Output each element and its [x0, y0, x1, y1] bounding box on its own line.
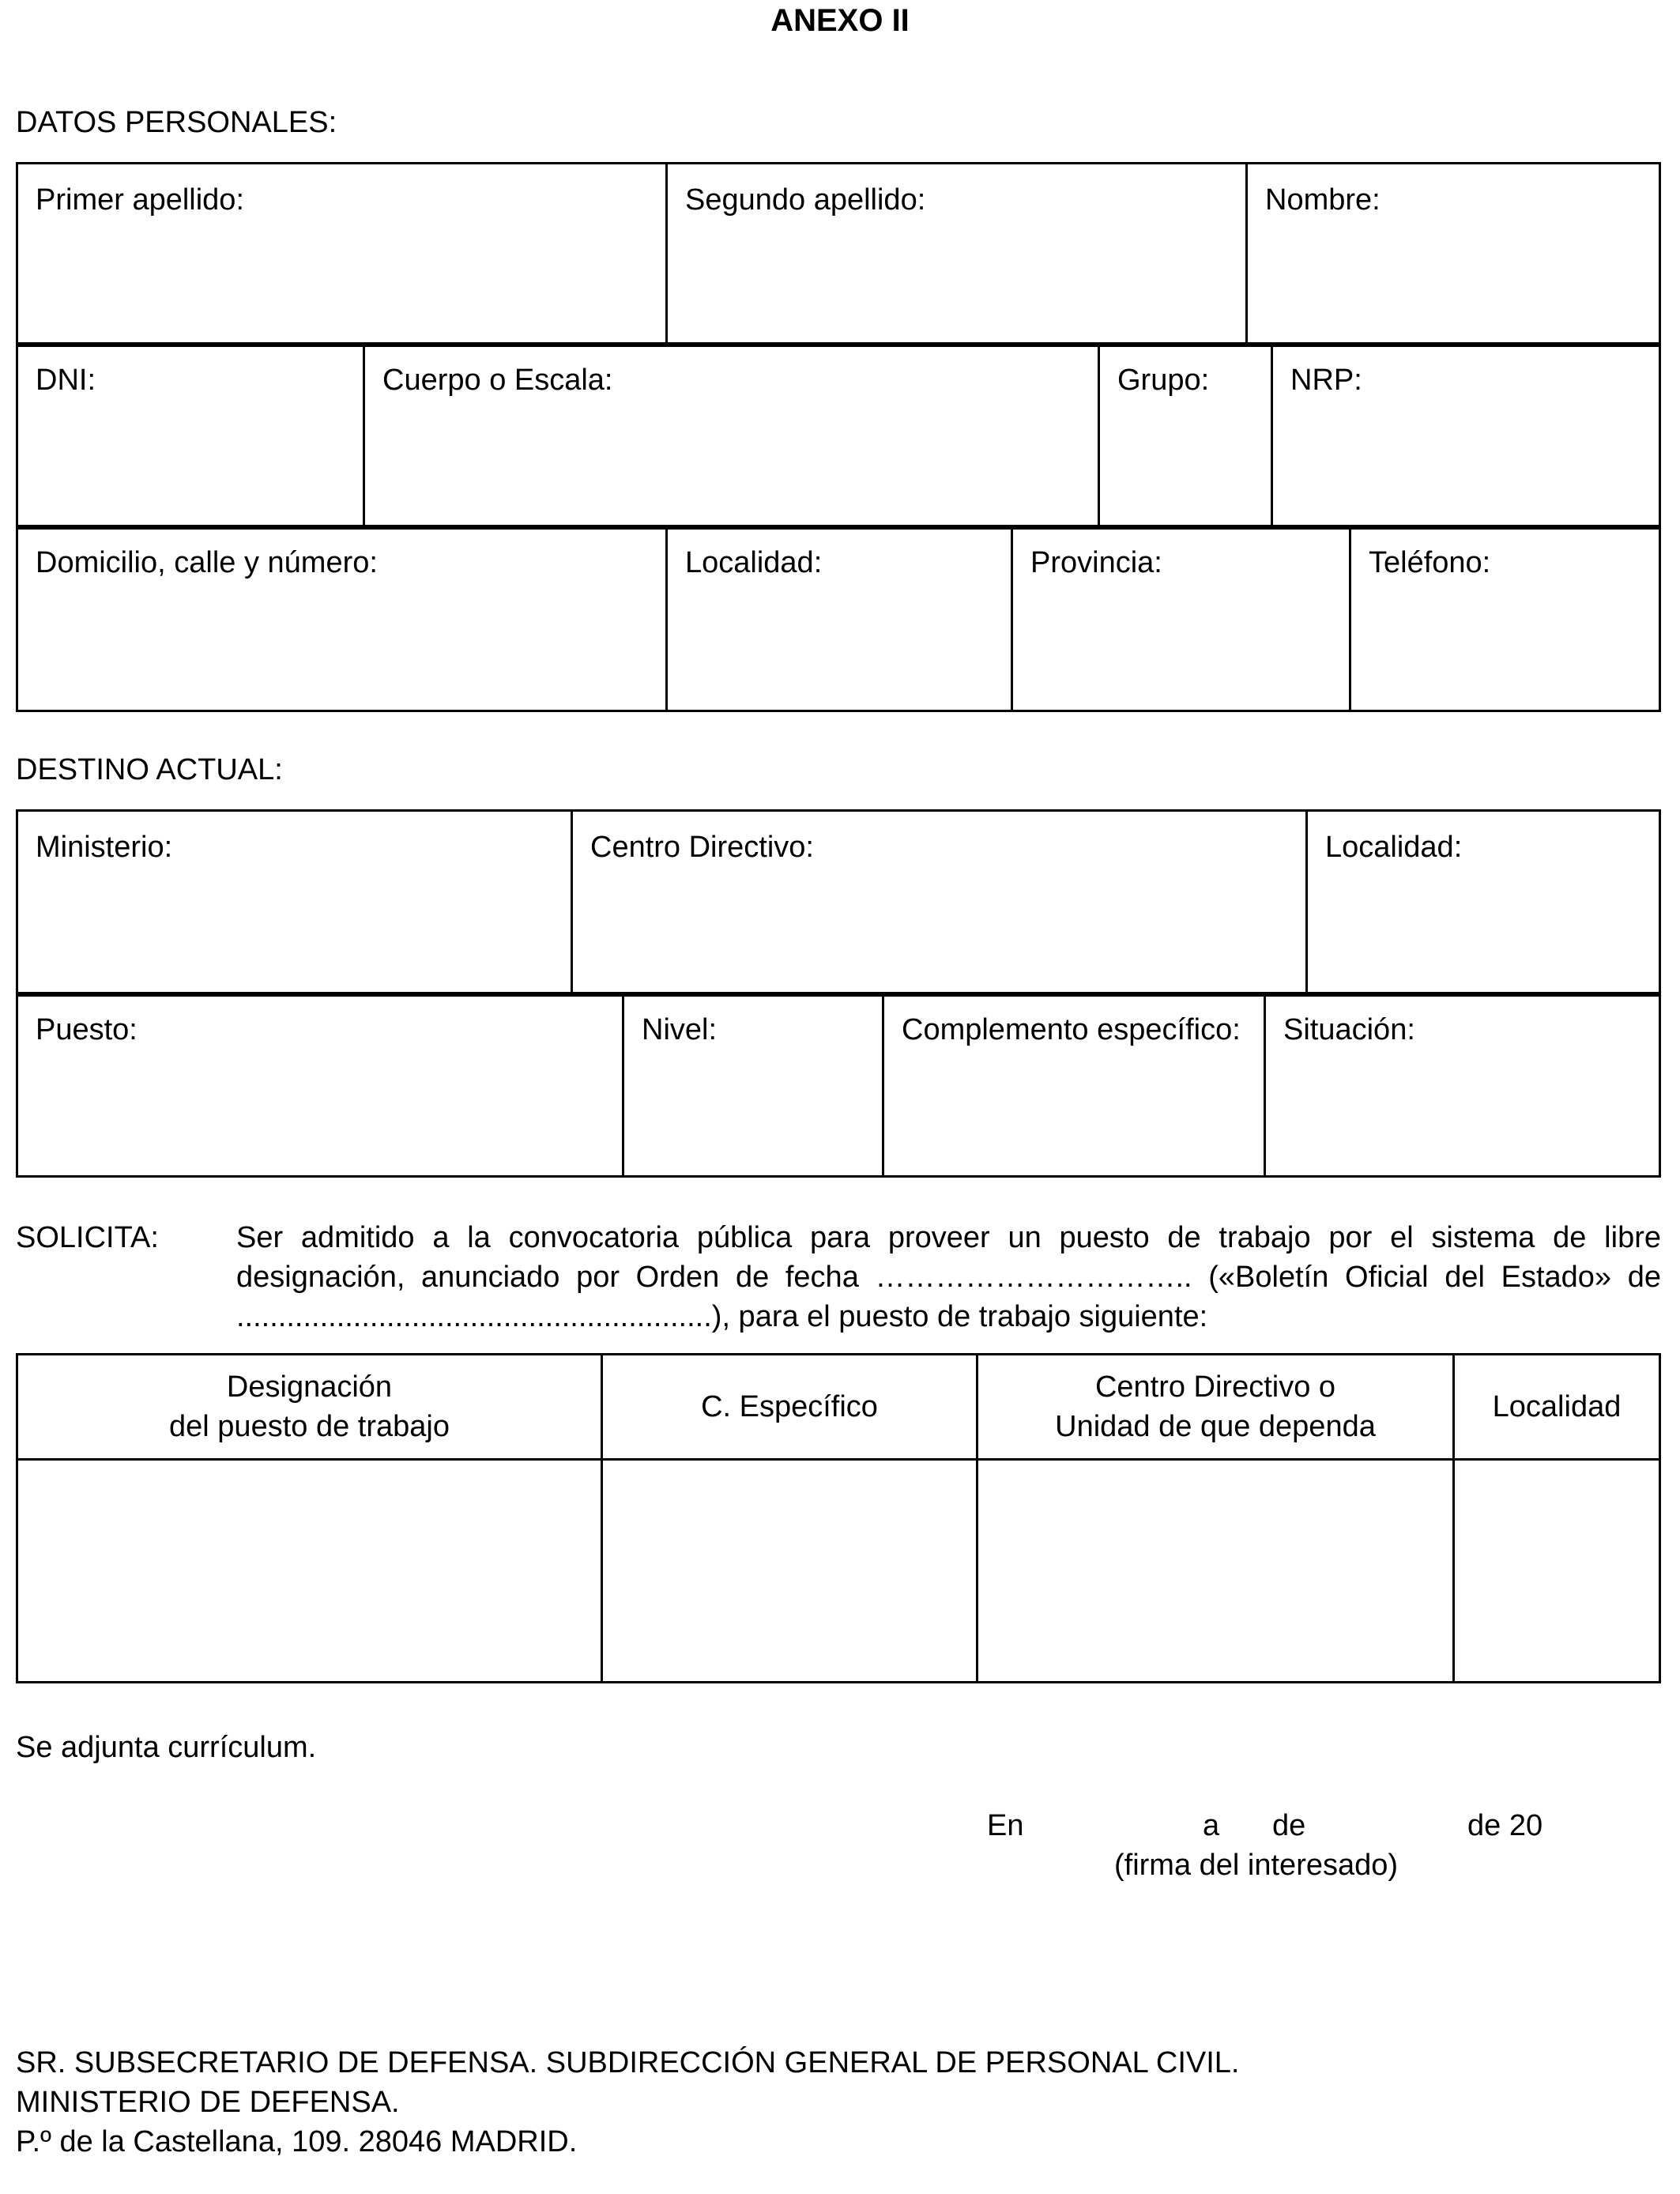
localidad-cell[interactable] [1454, 1460, 1660, 1683]
header-localidad: Localidad [1454, 1355, 1660, 1460]
cuerpo-escala-field[interactable]: Cuerpo o Escala: [364, 344, 1099, 529]
nombre-field[interactable]: Nombre: [1247, 164, 1660, 346]
header-c-especifico: C. Específico [602, 1355, 977, 1460]
ministerio-field[interactable]: Ministerio: [17, 811, 572, 996]
dni-field[interactable]: DNI: [17, 344, 364, 529]
datos-personales-row-2 [16, 342, 1661, 530]
nivel-field[interactable]: Nivel: [623, 993, 883, 1177]
firma-label: (firma del interesado) [1114, 1849, 1399, 1882]
puesto-solicitado-table [16, 1353, 1661, 1683]
fecha-de-20: de 20 [1467, 1809, 1543, 1842]
solicita-label: SOLICITA: [16, 1221, 159, 1254]
provincia-field[interactable]: Provincia: [1012, 526, 1350, 711]
solicita-text: Ser admitido a la convocatoria pública para proveer un puesto de trabajo por el sistema de libre designación, anunciado por Orden de fecha ………………………….. («Boletín Oficial del Estado» de .........................................................), para el puesto de trabajo siguiente: [236, 1221, 1661, 1333]
header-designacion: Designación del puesto de trabajo [17, 1355, 602, 1460]
grupo-field[interactable]: Grupo: [1099, 344, 1272, 529]
localidad-field[interactable]: Localidad: [667, 526, 1012, 711]
header-centro-directivo: Centro Directivo o Unidad de que dependa [977, 1355, 1454, 1460]
page-title: ANEXO II [770, 3, 910, 38]
destinatario-line-2: MINISTERIO DE DEFENSA. [16, 2086, 400, 2119]
table-header-row [17, 1355, 1660, 1460]
datos-personales-row-3 [16, 525, 1661, 712]
destino-actual-row-2 [16, 992, 1661, 1178]
situacion-field[interactable]: Situación: [1265, 993, 1660, 1177]
centro-directivo-cell[interactable] [977, 1460, 1454, 1683]
destino-localidad-field[interactable]: Localidad: [1307, 811, 1660, 996]
nrp-field[interactable]: NRP: [1272, 344, 1660, 529]
primer-apellido-field[interactable]: Primer apellido: [17, 164, 667, 346]
domicilio-field[interactable]: Domicilio, calle y número: [17, 526, 667, 711]
fecha-a: a [1203, 1809, 1220, 1842]
telefono-field[interactable]: Teléfono: [1350, 526, 1660, 711]
adjunta-curriculum-text: Se adjunta currículum. [16, 1731, 317, 1764]
complemento-especifico-field[interactable]: Complemento específico: [883, 993, 1265, 1177]
table-row [17, 1460, 1660, 1683]
destino-actual-row-1 [16, 809, 1661, 997]
centro-directivo-field[interactable]: Centro Directivo: [572, 811, 1307, 996]
designacion-cell[interactable] [17, 1460, 602, 1683]
fecha-de: de [1272, 1809, 1306, 1842]
puesto-field[interactable]: Puesto: [17, 993, 623, 1177]
destinatario-line-1: SR. SUBSECRETARIO DE DEFENSA. SUBDIRECCIÓN GENERAL DE PERSONAL CIVIL. [16, 2046, 1240, 2079]
fecha-en: En [987, 1809, 1024, 1842]
c-especifico-cell[interactable] [602, 1460, 977, 1683]
datos-personales-row-1 [16, 162, 1661, 347]
datos-personales-heading: DATOS PERSONALES: [16, 106, 337, 139]
destino-actual-heading: DESTINO ACTUAL: [16, 753, 283, 786]
destinatario-line-3: P.º de la Castellana, 109. 28046 MADRID. [16, 2125, 578, 2158]
segundo-apellido-field[interactable]: Segundo apellido: [667, 164, 1247, 346]
